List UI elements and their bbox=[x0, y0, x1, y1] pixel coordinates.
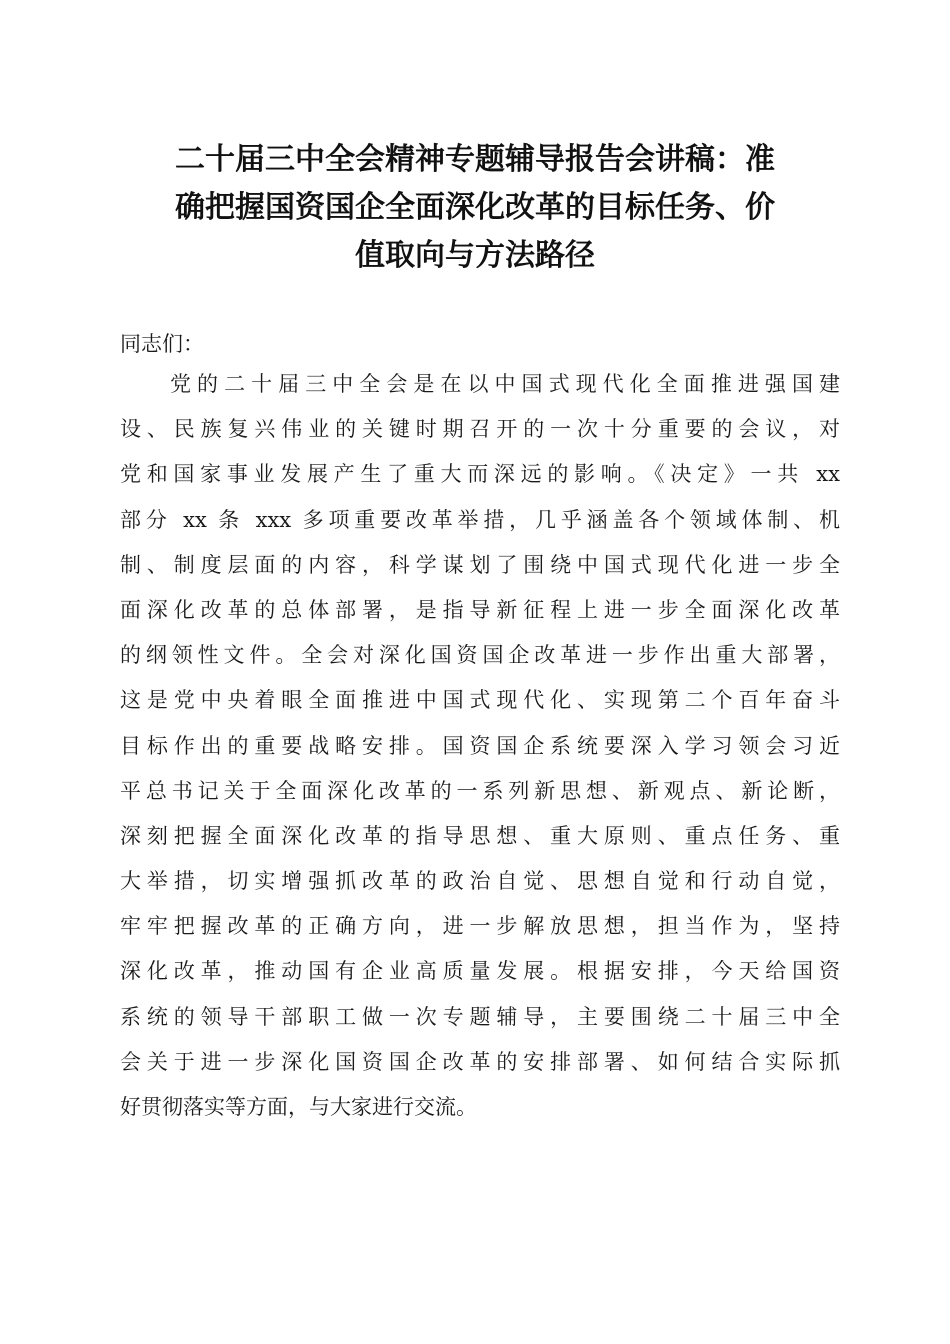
paragraph-line: 会关于进一步深化国资国企改革的安排部署、如何结合实际抓 bbox=[120, 1049, 840, 1074]
paragraph-line: 平总书记关于全面深化改革的一系列新思想、新观点、新论断， bbox=[120, 778, 840, 803]
paragraph-line: 目标作出的重要战略安排。国资国企系统要深入学习领会习近 bbox=[120, 733, 840, 758]
paragraph-line: 系统的领导干部职工做一次专题辅导，主要围绕二十届三中全 bbox=[120, 1004, 840, 1029]
paragraph-line: 制、制度层面的内容，科学谋划了围绕中国式现代化进一步全 bbox=[120, 552, 840, 577]
paragraph-line: 设、民族复兴伟业的关键时期召开的一次十分重要的会议，对 bbox=[120, 417, 840, 442]
body-paragraph bbox=[120, 362, 840, 1130]
document-title bbox=[110, 136, 840, 280]
paragraph-line: 的纲领性文件。全会对深化国资国企改革进一步作出重大部署， bbox=[120, 643, 840, 668]
title-line: 二十届三中全会精神专题辅导报告会讲稿：准 bbox=[175, 142, 775, 177]
paragraph-line: 好贯彻落实等方面，与大家进行交流。 bbox=[120, 1095, 477, 1119]
paragraph-line: 党的二十届三中全会是在以中国式现代化全面推进强国建 bbox=[170, 372, 840, 396]
paragraph-line: 部分 xx 条 xxx 多项重要改革举措，几乎涵盖各个领域体制、机 bbox=[120, 507, 840, 532]
paragraph-line: 党和国家事业发展产生了重大而深远的影响。《决定》一共 xx bbox=[120, 462, 840, 487]
paragraph-line: 大举措，切实增强抓改革的政治自觉、思想自觉和行动自觉， bbox=[120, 869, 840, 894]
title-line: 值取向与方法路径 bbox=[355, 238, 595, 273]
paragraph-line: 深刻把握全面深化改革的指导思想、重大原则、重点任务、重 bbox=[120, 823, 840, 848]
paragraph-line: 牢牢把握改革的正确方向，进一步解放思想，担当作为，坚持 bbox=[120, 914, 840, 939]
salutation: 同志们： bbox=[120, 332, 204, 356]
paragraph-line: 这是党中央着眼全面推进中国式现代化、实现第二个百年奋斗 bbox=[120, 688, 840, 713]
paragraph-line: 面深化改革的总体部署，是指导新征程上进一步全面深化改革 bbox=[120, 597, 840, 622]
paragraph-line: 深化改革，推动国有企业高质量发展。根据安排，今天给国资 bbox=[120, 959, 840, 984]
title-line: 确把握国资国企全面深化改革的目标任务、价 bbox=[175, 190, 775, 225]
